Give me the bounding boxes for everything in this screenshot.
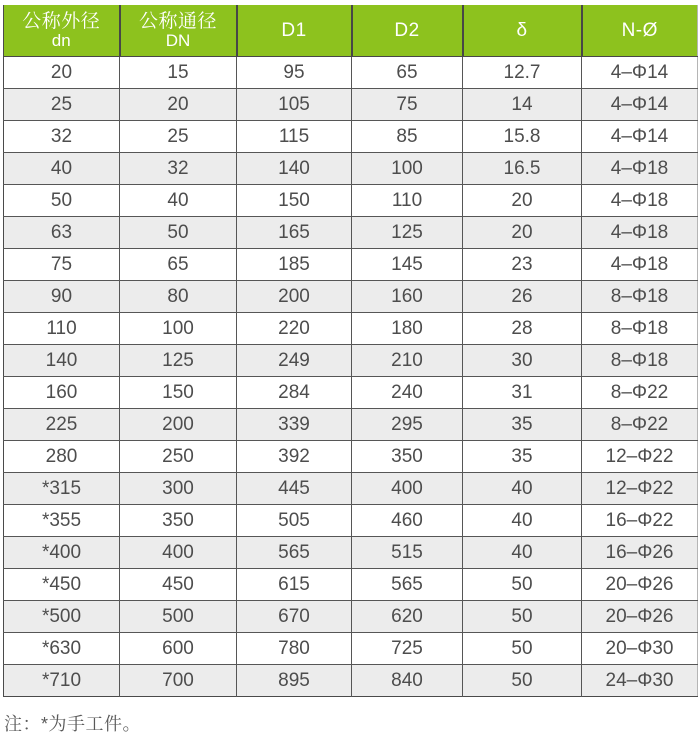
table-cell: 16–Φ26 [582, 537, 698, 569]
col-header-d1 [237, 5, 352, 57]
table-row [4, 505, 698, 537]
table-row [4, 377, 698, 409]
flange-spec-table [3, 5, 698, 697]
col-header-n-diameter [582, 5, 698, 57]
table-cell: 8–Φ18 [582, 313, 698, 345]
table-cell: 20–Φ26 [582, 601, 698, 633]
table-cell: 63 [4, 217, 120, 249]
table-row [4, 185, 698, 217]
table-cell: 100 [120, 313, 237, 345]
table-cell: 160 [352, 281, 463, 313]
table-cell: 339 [237, 409, 352, 441]
table-row [4, 409, 698, 441]
table-cell: 85 [352, 121, 463, 153]
table-cell: 140 [237, 153, 352, 185]
col-header-dn [4, 5, 120, 57]
col-header-sublabel: DN [165, 31, 191, 51]
table-cell: *400 [4, 537, 120, 569]
table-cell: 125 [352, 217, 463, 249]
table-cell: 8–Φ22 [582, 377, 698, 409]
table-row [4, 313, 698, 345]
table-cell: 185 [237, 249, 352, 281]
table-cell: 12–Φ22 [582, 473, 698, 505]
table-cell: 8–Φ18 [582, 345, 698, 377]
table-cell: 4–Φ18 [582, 153, 698, 185]
table-cell: 20 [120, 89, 237, 121]
table-row [4, 473, 698, 505]
table-cell: 28 [463, 313, 582, 345]
table-row [4, 121, 698, 153]
table-row [4, 217, 698, 249]
table-cell: 210 [352, 345, 463, 377]
table-cell: 620 [352, 601, 463, 633]
table-cell: 249 [237, 345, 352, 377]
col-header-delta [463, 5, 582, 57]
table-cell: 180 [352, 313, 463, 345]
table-cell: 150 [237, 185, 352, 217]
table-row [4, 537, 698, 569]
table-cell: 8–Φ22 [582, 409, 698, 441]
table-cell: 20 [463, 217, 582, 249]
table-cell: *630 [4, 633, 120, 665]
table-cell: 75 [4, 249, 120, 281]
table-cell: 515 [352, 537, 463, 569]
table-cell: 145 [352, 249, 463, 281]
table-cell: 700 [120, 665, 237, 697]
table-row [4, 569, 698, 601]
table-cell: 50 [463, 569, 582, 601]
table-cell: 20–Φ26 [582, 569, 698, 601]
table-cell: 4–Φ14 [582, 121, 698, 153]
table-cell: 20 [4, 57, 120, 89]
table-row [4, 249, 698, 281]
table-cell: 16–Φ22 [582, 505, 698, 537]
table-cell: 200 [120, 409, 237, 441]
table-cell: 284 [237, 377, 352, 409]
table-cell: *315 [4, 473, 120, 505]
table-cell: 50 [463, 665, 582, 697]
table-cell: 30 [463, 345, 582, 377]
table-row [4, 441, 698, 473]
table-cell: 165 [237, 217, 352, 249]
table-row [4, 601, 698, 633]
table-cell: 12–Φ22 [582, 441, 698, 473]
table-cell: 24–Φ30 [582, 665, 698, 697]
table-cell: 400 [120, 537, 237, 569]
col-header-label: D1 [281, 19, 307, 41]
header-row [4, 5, 698, 57]
table-row [4, 633, 698, 665]
table-cell: 80 [120, 281, 237, 313]
table-cell: 32 [120, 153, 237, 185]
table-cell: 565 [352, 569, 463, 601]
table-row [4, 89, 698, 121]
table-row [4, 57, 698, 89]
table-cell: 200 [237, 281, 352, 313]
table-cell: 23 [463, 249, 582, 281]
table-cell: 125 [120, 345, 237, 377]
table-cell: 35 [463, 409, 582, 441]
table-cell: 32 [4, 121, 120, 153]
table-cell: 220 [237, 313, 352, 345]
table-cell: 95 [237, 57, 352, 89]
table-cell: 895 [237, 665, 352, 697]
table-cell: 4–Φ18 [582, 249, 698, 281]
table-cell: 4–Φ14 [582, 57, 698, 89]
table-cell: 392 [237, 441, 352, 473]
table-cell: 300 [120, 473, 237, 505]
table-cell: 615 [237, 569, 352, 601]
table-cell: 40 [463, 537, 582, 569]
table-row [4, 153, 698, 185]
spec-table-body [4, 57, 698, 697]
table-cell: 565 [237, 537, 352, 569]
table-cell: 505 [237, 505, 352, 537]
table-header [4, 5, 698, 57]
table-cell: 110 [352, 185, 463, 217]
table-cell: 50 [120, 217, 237, 249]
table-cell: 31 [463, 377, 582, 409]
table-cell: 140 [4, 345, 120, 377]
table-cell: 50 [463, 601, 582, 633]
table-cell: 350 [352, 441, 463, 473]
col-header-sublabel: dn [51, 31, 71, 51]
table-cell: 450 [120, 569, 237, 601]
table-cell: 280 [4, 441, 120, 473]
table-cell: 20–Φ30 [582, 633, 698, 665]
table-cell: 400 [352, 473, 463, 505]
table-cell: 65 [120, 249, 237, 281]
table-cell: 40 [463, 473, 582, 505]
table-cell: 4–Φ18 [582, 217, 698, 249]
table-cell: 40 [463, 505, 582, 537]
table-cell: 840 [352, 665, 463, 697]
table-cell: 16.5 [463, 153, 582, 185]
col-header-label: D2 [394, 19, 420, 41]
table-cell: 350 [120, 505, 237, 537]
table-cell: *450 [4, 569, 120, 601]
table-cell: 100 [352, 153, 463, 185]
table-cell: 40 [120, 185, 237, 217]
table-cell: 780 [237, 633, 352, 665]
table-cell: 15.8 [463, 121, 582, 153]
table-cell: 35 [463, 441, 582, 473]
col-header-label: δ [516, 19, 528, 41]
table-cell: 110 [4, 313, 120, 345]
table-cell: 445 [237, 473, 352, 505]
table-cell: 600 [120, 633, 237, 665]
table-cell: 225 [4, 409, 120, 441]
table-cell: 26 [463, 281, 582, 313]
table-cell: 75 [352, 89, 463, 121]
table-cell: 295 [352, 409, 463, 441]
table-cell: 50 [4, 185, 120, 217]
col-header-label: N-Ø [621, 19, 658, 41]
table-cell: 14 [463, 89, 582, 121]
table-cell: 725 [352, 633, 463, 665]
table-cell: 8–Φ18 [582, 281, 698, 313]
table-cell: 240 [352, 377, 463, 409]
table-cell: 4–Φ14 [582, 89, 698, 121]
table-cell: 65 [352, 57, 463, 89]
col-header-DN [120, 5, 237, 57]
table-cell: *710 [4, 665, 120, 697]
col-header-d2 [352, 5, 463, 57]
table-cell: 500 [120, 601, 237, 633]
table-row [4, 281, 698, 313]
table-cell: 25 [4, 89, 120, 121]
table-cell: 4–Φ18 [582, 185, 698, 217]
table-cell: *500 [4, 601, 120, 633]
table-cell: 40 [4, 153, 120, 185]
table-cell: 670 [237, 601, 352, 633]
table-cell: 20 [463, 185, 582, 217]
table-row [4, 665, 698, 697]
col-header-label: 公称外径 [22, 10, 101, 32]
table-cell: 12.7 [463, 57, 582, 89]
table-cell: 150 [120, 377, 237, 409]
table-cell: 25 [120, 121, 237, 153]
table-cell: 50 [463, 633, 582, 665]
table-cell: 15 [120, 57, 237, 89]
table-cell: *355 [4, 505, 120, 537]
table-row [4, 345, 698, 377]
table-cell: 115 [237, 121, 352, 153]
table-cell: 460 [352, 505, 463, 537]
table-cell: 90 [4, 281, 120, 313]
footnote: 注：*为手工件。 [4, 714, 142, 734]
table-cell: 105 [237, 89, 352, 121]
table-cell: 250 [120, 441, 237, 473]
col-header-label: 公称通径 [138, 10, 217, 32]
table-cell: 160 [4, 377, 120, 409]
